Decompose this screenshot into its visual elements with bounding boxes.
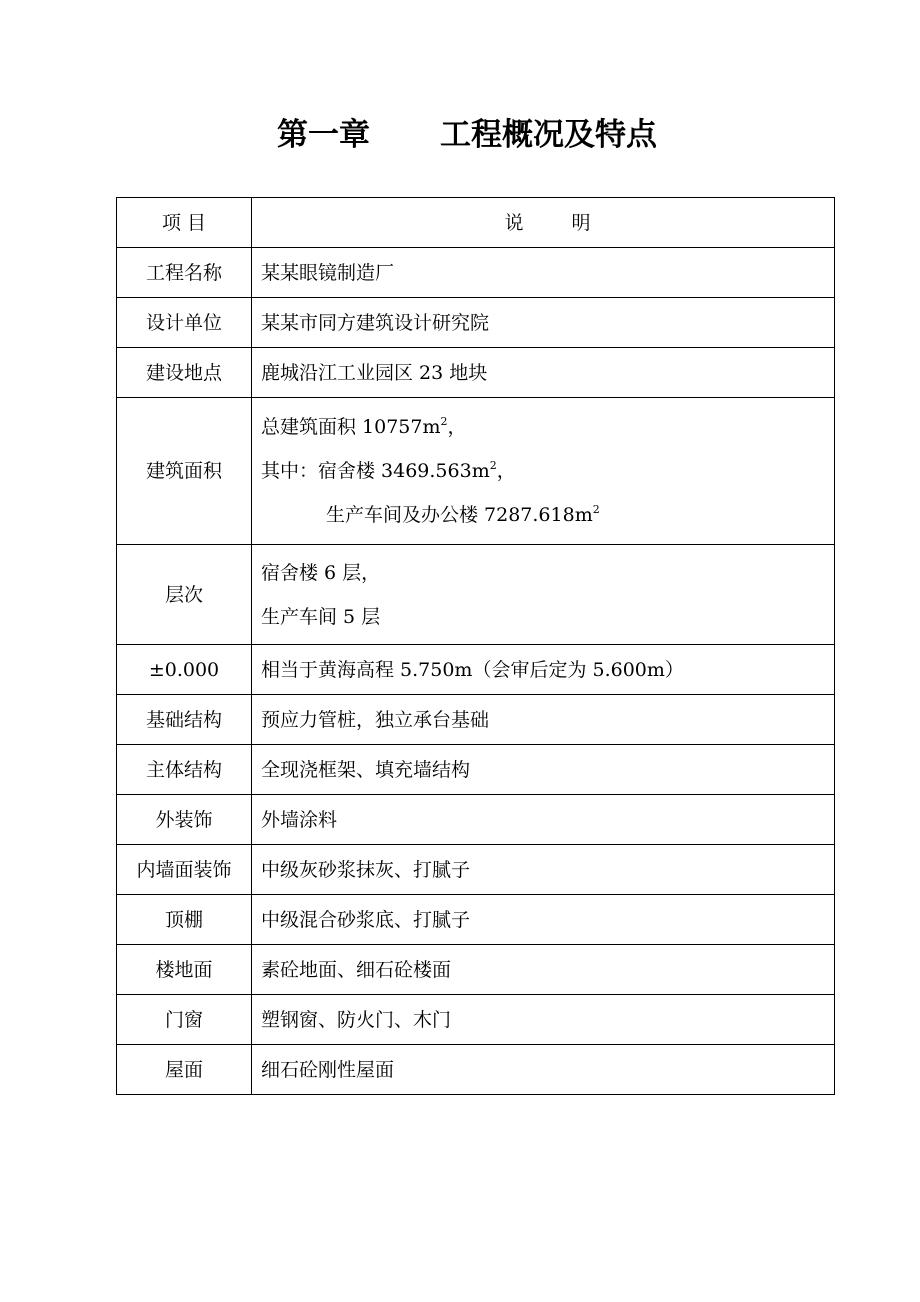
table-row (117, 1045, 835, 1095)
header-desc-right: 明 (571, 211, 591, 234)
table-row (117, 795, 835, 845)
chapter-number: 第一章 (277, 117, 370, 153)
row-value: 塑钢窗、防火门、木门 (252, 995, 835, 1045)
dorm-floors-line: 宿舍楼 6 层， (261, 561, 381, 584)
production-area-line: 生产车间及办公楼 $7287.618m^2$ (326, 503, 600, 526)
table-row (117, 895, 835, 945)
row-label: 层次 (117, 545, 252, 645)
header-desc-left: 说 (504, 211, 524, 234)
row-label: 外装饰 (117, 795, 252, 845)
row-label: 建筑面积 (117, 398, 252, 545)
row-value: 全现浇框架、填充墙结构 (252, 745, 835, 795)
row-label: ±0.000 (117, 645, 252, 695)
row-label: 建设地点 (117, 348, 252, 398)
table-row (117, 845, 835, 895)
table-row (117, 745, 835, 795)
page-title (0, 110, 920, 160)
row-value: 某某眼镜制造厂 (252, 248, 835, 298)
production-floors-line: 生产车间 5 层 (261, 605, 381, 628)
table-row (117, 298, 835, 348)
row-label: 楼地面 (117, 945, 252, 995)
row-label: 工程名称 (117, 248, 252, 298)
header-description (252, 198, 835, 248)
row-label: 屋面 (117, 1045, 252, 1095)
table-row (117, 248, 835, 298)
table-row (117, 348, 835, 398)
total-area-line: 总建筑面积 $10757m^2$， (261, 415, 467, 438)
dorm-area-line: 其中：宿舍楼 $3469.563m^2$， (261, 459, 516, 482)
row-label: 主体结构 (117, 745, 252, 795)
row-value: 素砼地面、细石砼楼面 (252, 945, 835, 995)
table-row (117, 695, 835, 745)
row-value: 外墙涂料 (252, 795, 835, 845)
row-value: 预应力管桩，独立承台基础 (252, 695, 835, 745)
row-label: 门窗 (117, 995, 252, 1045)
row-value: 细石砼刚性屋面 (252, 1045, 835, 1095)
row-value: 中级混合砂浆底、打腻子 (252, 895, 835, 945)
header-item: 项 目 (117, 198, 252, 248)
project-overview-table (116, 197, 835, 1095)
table-row (117, 995, 835, 1045)
table-row-floors (117, 545, 835, 645)
row-label: 基础结构 (117, 695, 252, 745)
chapter-heading: 工程概况及特点 (440, 117, 657, 153)
row-label: 顶棚 (117, 895, 252, 945)
row-value-area (252, 398, 835, 545)
row-value: 某某市同方建筑设计研究院 (252, 298, 835, 348)
row-value: 相当于黄海高程 5.750m（会审后定为 5.600m） (252, 645, 835, 695)
table-row (117, 945, 835, 995)
row-value: 中级灰砂浆抹灰、打腻子 (252, 845, 835, 895)
table-header-row (117, 198, 835, 248)
row-value: 鹿城沿江工业园区 23 地块 (252, 348, 835, 398)
table-row-floor-area (117, 398, 835, 545)
row-value-floors (252, 545, 835, 645)
row-label: 设计单位 (117, 298, 252, 348)
row-label: 内墙面装饰 (117, 845, 252, 895)
table-row (117, 645, 835, 695)
